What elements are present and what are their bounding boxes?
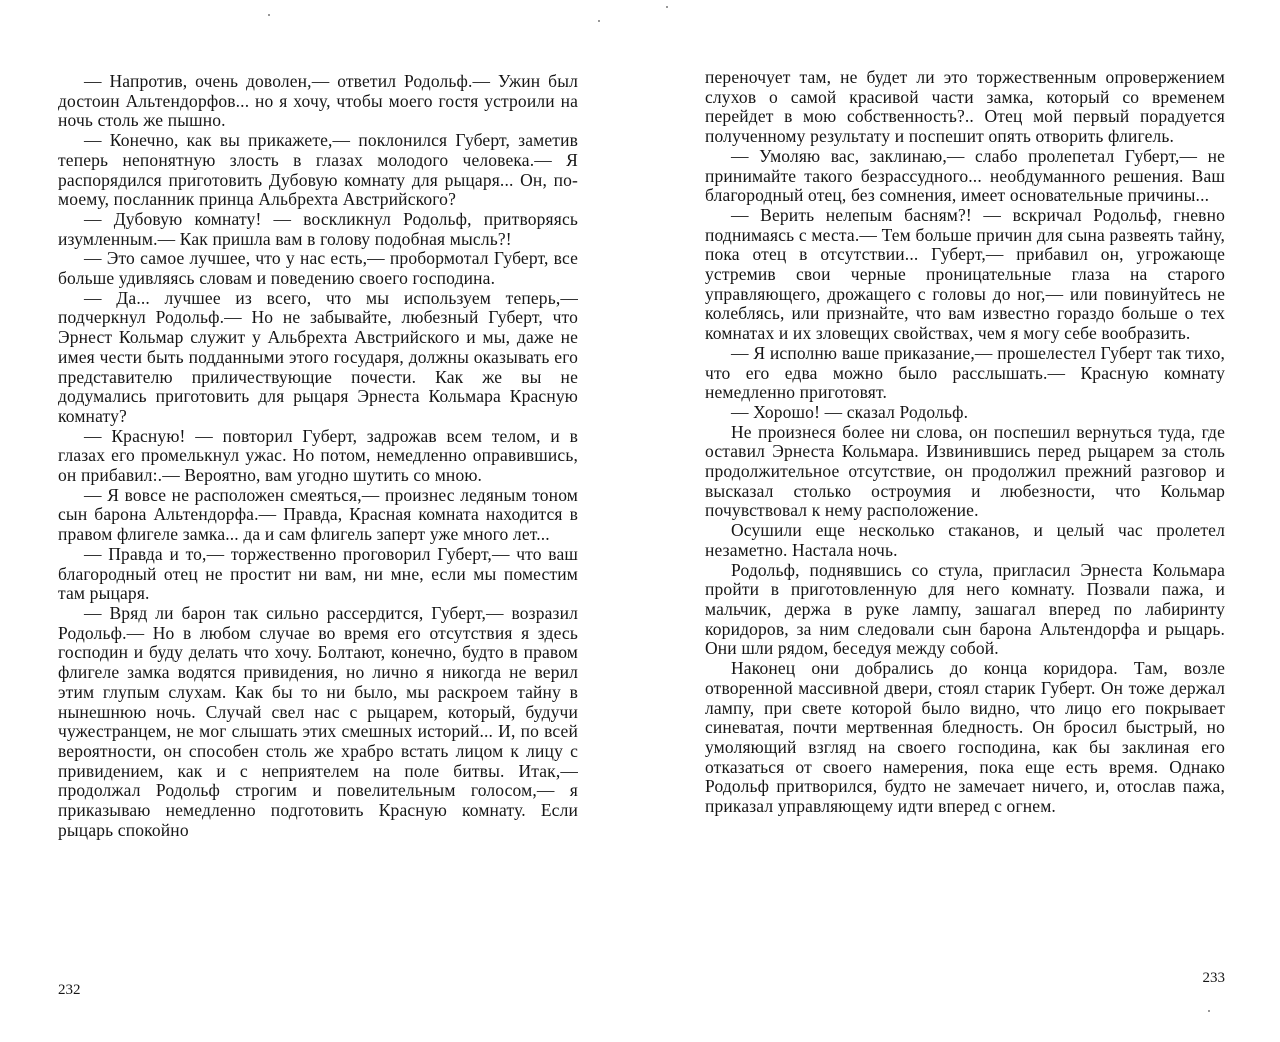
print-speck xyxy=(666,6,668,8)
left-page-text xyxy=(58,72,578,840)
paragraph: — Я исполню ваше приказание,— прошелестел Губерт так тихо, что его едва можно было расслышать.— Красную комнату немедленно приготовят. xyxy=(705,342,1225,403)
paragraph: — Хорошо! — сказал Родольф. xyxy=(731,401,969,422)
print-speck xyxy=(598,20,600,22)
paragraph: — Да... лучшее из всего, что мы используем теперь,— подчеркнул Родольф.— Но не забывайте, любезный Губерт, что Эрнест Кольмар служит у Альбрехта Австрийского и мы, даже не имея чести быть подданными этого государя, должны оказывать его представителю приличествующие почести. Как же вы не додумались приготовить для рыцаря Эрнеста Кольмара Красную комнату? xyxy=(58,287,578,426)
paragraph: — Верить нелепым басням?! — вскричал Родольф, гневно поднимаясь с места.— Тем больше причин для сына развеять тайну, пока отец в отсутствии... Губерт,— прибавил он, угрожающе устремив свои черные проницательные глаза на старого управляющего, дрожащего с головы до ног,— или повинуйтесь не колеблясь, или признайте, что вам известно гораздо больше о тех комнатах и их зловещих свойствах, чем я могу себе вообразить. xyxy=(705,204,1225,344)
paragraph: — Дубовую комнату! — воскликнул Родольф, притворяясь изумленным.— Как пришла вам в голову подобная мысль?! xyxy=(58,208,578,249)
paragraph: — Конечно, как вы прикажете,— поклонился Губерт, заметив теперь непонятную злость в глазах молодого человека.— Я распорядился приготовить Дубовую комнату для рыцаря... Он, по-моему, посланник принца Альбрехта Австрийского? xyxy=(58,130,578,210)
paragraph: — Это самое лучшее, что у нас есть,— пробормотал Губерт, все больше удивляясь словам и поведению своего господина. xyxy=(58,248,578,289)
paragraph: Родольф, поднявшись со стула, пригласил Эрнеста Кольмара пройти в приготовленную для него комнату. Позвали пажа, и мальчик, держа в руке лампу, зашагал вперед по лабиринту коридоров, за ним следовали сын барона Альтендорфа и рыцарь. Они шли рядом, беседуя между собой. xyxy=(705,559,1225,659)
paragraph: — Вряд ли барон так сильно рассердится, Губерт,— возразил Родольф.— Но в любом случае во время его отсутствия я здесь господин и буду делать что хочу. Болтают, конечно, будто в правом флигеле замка водятся привидения, но лично я никогда не верил этим глупым слухам. Как бы то ни было, мы раскроем тайну в нынешнюю ночь. Случай свел нас с рыцарем, который, будучи чужестранцем, не мог слышать этих смешных историй... И, по всей вероятности, он способен столь же храбро встать лицом к лицу с привидением, как и с неприятелем на поле битвы. Итак,— продолжал Родольф строгим и повелительным голосом,— я приказываю немедленно подготовить Красную комнату. Если рыцарь спокойно xyxy=(58,602,578,840)
paragraph: Не произнеся более ни слова, он поспешил вернуться туда, где оставил Эрнеста Кольмара. Извинившись перед рыцарем за столь продолжительное отсутствие, он продолжил прежний разговор и высказал столько остроумия и любезности, что Кольмар почувствовал к нему расположение. xyxy=(705,421,1225,521)
paragraph: — Умоляю вас, заклинаю,— слабо пролепетал Губерт,— не принимайте такого безрассудного... необдуманного решения. Ваш благородный отец, без сомнения, имеет основательные причины... xyxy=(705,145,1225,206)
paragraph: Наконец они добрались до конца коридора. Там, возле отворенной массивной двери, стоял старик Губерт. Он тоже держал лампу, при свете которой было видно, что лицо его покрывает синеватая, почти мертвенная бледность. Он бросил быстрый, но умоляющий взгляд на своего господина, как бы заклиная его отказаться от своего намерения, пока еще есть время. Однако Родольф притворился, будто не замечает ничего, и, отослав пажа, приказал управляющему идти вперед с огнем. xyxy=(705,658,1225,817)
right-page-text xyxy=(705,68,1225,817)
paragraph: — Красную! — повторил Губерт, задрожав всем телом, и в глазах его промелькнул ужас. Но потом, немедленно оправившись, он прибавил:.— Вероятно, вам угодно шутить со мною. xyxy=(58,425,578,486)
print-speck xyxy=(1208,1010,1210,1012)
paragraph: — Я вовсе не расположен смеяться,— произнес ледяным тоном сын барона Альтендорфа.— Правда, Красная комната находится в правом флигеле замка... да и сам флигель заперт уже много лет... xyxy=(58,484,578,545)
paragraph: — Правда и то,— торжественно проговорил Губерт,— что ваш благородный отец не простит ни вам, ни мне, если мы поместим там рыцаря. xyxy=(58,543,578,604)
page-number: 232 xyxy=(58,982,81,998)
paragraph: Осушили еще несколько стаканов, и целый час пролетел незаметно. Настала ночь. xyxy=(705,520,1225,560)
print-speck xyxy=(268,14,270,16)
paragraph-continuation: переночует там, не будет ли это торжественным опровержением слухов о самой красивой части замка, который со временем перейдет в мою собственность?.. Отец мой первый порадуется полученному результату и поспешит опять отворить флигель. xyxy=(705,67,1225,147)
paragraph: — Напротив, очень доволен,— ответил Родольф.— Ужин был достоин Альтендорфов... но я хочу, чтобы моего гостя устроили на ночь столь же пышно. xyxy=(58,71,578,131)
page-number: 233 xyxy=(1202,970,1225,986)
